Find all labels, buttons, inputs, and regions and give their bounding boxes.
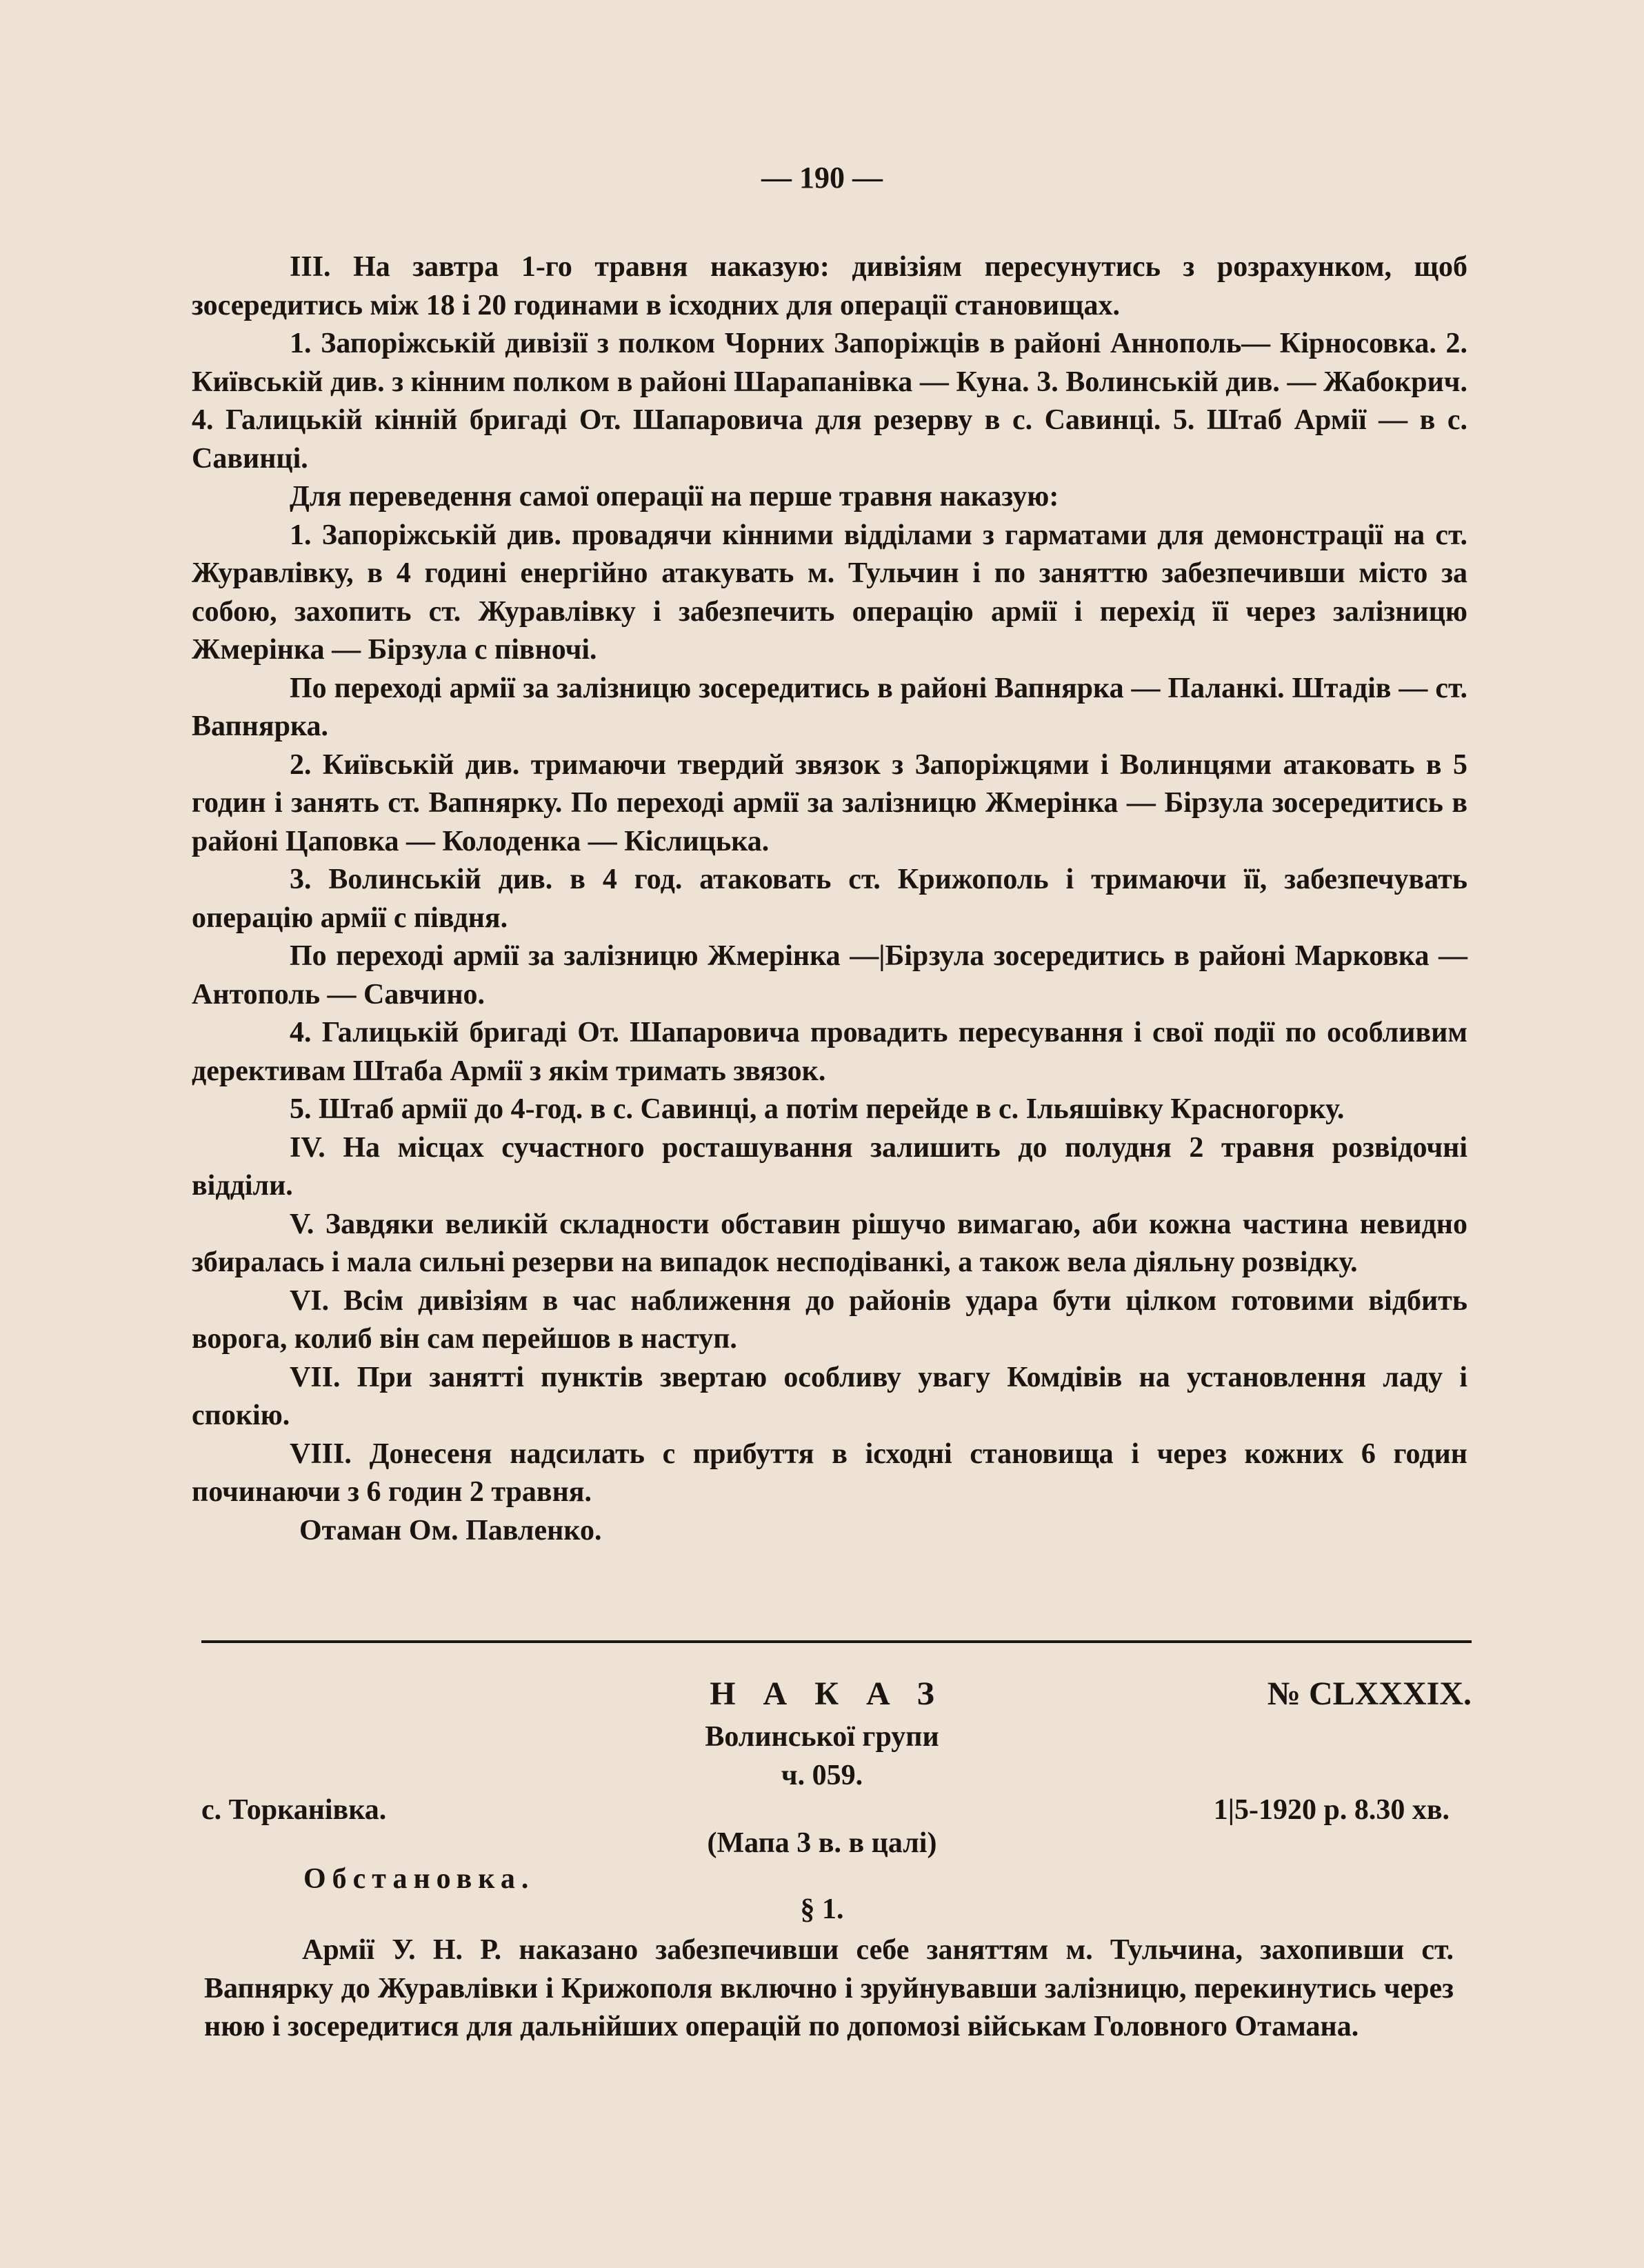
paragraph-galician-brigade: 4. Галицькій бригаді От. Шапаровича провадить пересування і свої події по особливим дерективам Штаба Армії з якім тримать звязок.: [192, 1017, 1467, 1087]
order-paragraph: Армії У. Н. Р. наказано забезпечивши себе заняттям м. Тульчина, захопивши ст. Вапнярку до Журавлівки і Крижополя включно і зруйнувавши залізницю, перекинутись через нюю і зосередитися для дальнійших операцій по допомозі військам Головного Отамана.: [204, 1934, 1454, 2042]
order-place: с. Торканівка.: [201, 1794, 387, 1826]
paragraph-zaporizhian-regroup: По переході армії за залізницю зосередитись в районі Вапнярка — Паланкі. Штадів — ст. Вапнярка.: [192, 672, 1467, 742]
order-group: Волинської групи: [705, 1721, 939, 1753]
paragraph-operation-intro: Для переведення самої операції на перше травня наказую:: [290, 481, 1059, 513]
paragraph-iv: IV. На місцах сучастного росташування залишить до полудня 2 травня розвідочні відділи.: [192, 1131, 1467, 1202]
paragraph-volyn-division: 3. Волинській див. в 4 год. атаковать ст. Крижополь і тримаючи її, забезпечувать операцію армії с півдня.: [192, 864, 1467, 934]
order-number: № CLXXXIX.: [1267, 1675, 1472, 1712]
order-body: [204, 1931, 1454, 2047]
paragraph-kyiv-division: 2. Київській див. тримаючи твердий звязок з Запоріжцями і Волинцями атаковать в 5 годин і занять ст. Вапнярку. По переході армії за залізницю Жмерінка — Бірзула зосередитись в районі Цаповка — Колоденка — Кіслицька.: [192, 748, 1467, 857]
page-number: — 190 —: [761, 161, 883, 195]
section-mark: § 1.: [800, 1893, 844, 1925]
signature: Отаман Ом. Павленко.: [299, 1514, 602, 1546]
paragraph-volyn-regroup: По переході армії за залізницю Жмерінка —|Бірзула зосередитись в районі Марковка — Антополь — Савчино.: [192, 940, 1467, 1011]
situation-heading: Обстановка.: [303, 1863, 535, 1895]
paragraph-iii: III. На завтра 1-го травня наказую: дивізіям пересунутись з розрахунком, щоб зосередитись між 18 і 20 годинами в ісходних для операції становищах.: [192, 251, 1467, 321]
paragraph-assembly-positions: 1. Запоріжській дивізії з полком Чорних Запоріжців в районі Аннополь— Кірносовка. 2. Київській див. з кінним полком в районі Шарапанівка — Куна. 3. Волинській див. — Жабокрич. 4. Галицькій кінній бригаді От. Шапаровича для резерву в с. Савинці. 5. Штаб Армії — в с. Савинці.: [192, 328, 1467, 475]
order-map: (Мапа 3 в. в цалі): [707, 1827, 937, 1859]
order-continuation-text: [192, 248, 1467, 1550]
paragraph-viii: VIII. Донесеня надсилать с прибуття в ісходні становища і через кожних 6 годин починаючи з 6 годин 2 травня.: [192, 1438, 1467, 1508]
paragraph-vi: VI. Всім дивізіям в час наближення до районів удара бути цілком готовими відбить ворога, колиб він сам перейшов в наступ.: [192, 1284, 1467, 1355]
order-date: 1|5-1920 р. 8.30 хв.: [1213, 1794, 1450, 1826]
section-divider: [201, 1640, 1472, 1643]
paragraph-army-staff: 5. Штаб армії до 4-год. в с. Савинці, а потім перейде в с. Ільяшівку Красногорку.: [290, 1093, 1345, 1125]
paragraph-vii: VII. При занятті пунктів звертаю особливу увагу Комдівів на установлення ладу і спокію.: [192, 1361, 1467, 1431]
paragraph-v: V. Завдяки великій складности обставин рішучо вимагаю, аби кожна частина невидно збиралась і мала сильні резерви на випадок несподіванкі, а також вела діяльну розвідку.: [192, 1208, 1467, 1278]
paragraph-zaporizhian-division: 1. Запоріжській див. провадячи кінними відділами з гарматами для демонстрації на ст. Журавлівку, в 4 годині енергійно атакувать м. Тульчин і по заняттю забезпечивши місто за собою, захопить ст. Журавлівку і забезпечить операцію армії і перехід її через залізницю Жмерінка — Бірзула с півночі.: [192, 519, 1467, 666]
order-heading: НАКАЗ: [710, 1675, 962, 1712]
order-part: ч. 059.: [781, 1760, 863, 1791]
